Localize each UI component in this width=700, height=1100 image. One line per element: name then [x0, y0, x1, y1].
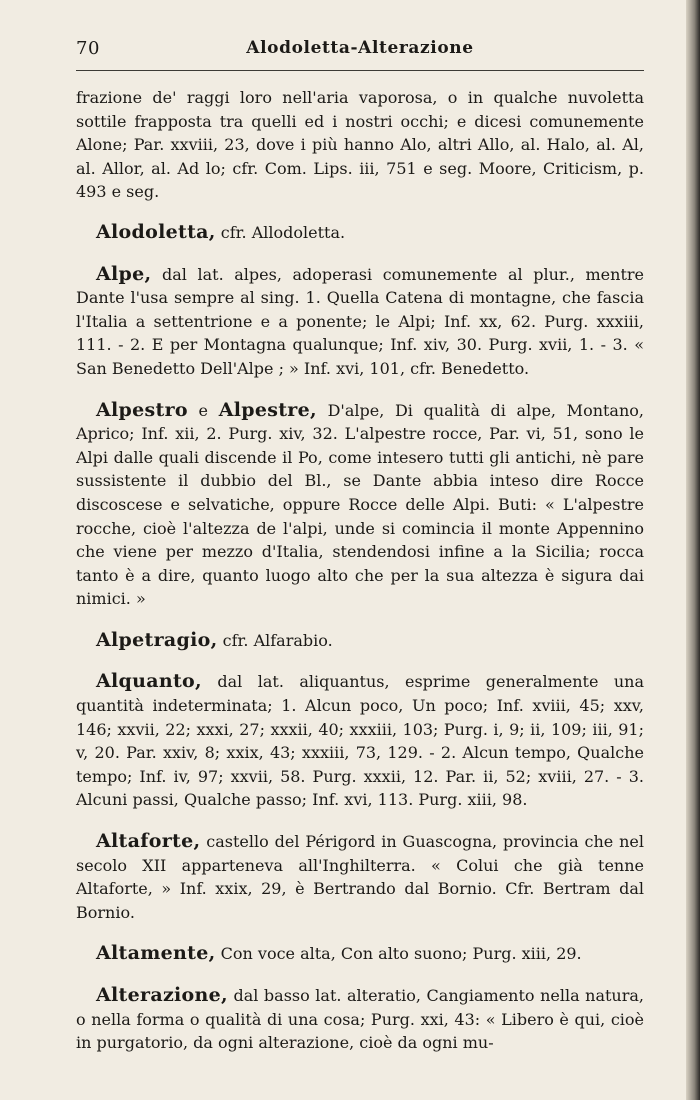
- entry-lemma: Alpestro: [96, 398, 188, 421]
- entry-lemma-alt: Alpestre,: [218, 398, 317, 421]
- entry-lemma: Alpetragio,: [96, 628, 218, 651]
- entry-text: dal basso lat. alteratio, Cangiamento nella natura, o nella forma o qualità di una cosa; Purg. xxi, 43: « Libero è qui, cioè in purgatorio, da ogni alterazione, cioè da ogni mu-: [76, 986, 644, 1053]
- entry-alpe: [76, 263, 644, 381]
- entry-text: D'alpe, Di qualità di alpe, Montano, Aprico; Inf. xii, 2. Purg. xiv, 32. L'alpestre rocce, Par. vi, 51, sono le Alpi dalle quali discende il Po, come intesero tutti gli antichi, nè pare sussistente il dubbio del Bl., se Dante abbia inteso dire Rocce discoscese e selvatiche, oppure Rocce delle Alpi. Buti: « L'alpestre rocche, cioè l'altezza de l'alpi, unde si comincia il monte Appennino che viene per mezzo d'Italia, stendendosi infine a la Sicilia; rocca tanto è a dire, quanto luogo alto che per la sua altezza è sigura dai nimici. »: [76, 400, 644, 609]
- page-body: [76, 86, 644, 1073]
- entry-text: frazione de' raggi loro nell'aria vaporosa, o in qualche nuvoletta sottile frapposta tra quelli ed i nostri occhi; e dicesi comunemente Alone; Par. xxviii, 23, dove i più hanno Alo, altri Allo, al. Halo, al. Al, al. Allor, al. Ad lo; cfr. Com. Lips. iii, 751 e seg. Moore, Criticism, p. 493 e seg.: [76, 88, 644, 202]
- entry-alpetragio: [76, 629, 644, 653]
- entry-joiner: e: [187, 400, 219, 420]
- entry-text: cfr. Alfarabio.: [217, 630, 333, 650]
- running-head: Alodoletta-Alterazione: [246, 38, 474, 58]
- entry-lemma: Alodoletta,: [96, 220, 216, 243]
- entry-altaforte: [76, 830, 644, 924]
- entry-continuation: [76, 86, 644, 204]
- entry-text: castello del Périgord in Guascogna, provincia che nel secolo XII apparteneva all'Inghilterra. « Colui che già tenne Altaforte, » Inf. xxix, 29, è Bertrando dal Bornio. Cfr. Bertram dal Bornio.: [76, 832, 644, 922]
- entry-lemma: Alterazione,: [96, 984, 228, 1006]
- entry-alquanto: [76, 670, 644, 812]
- entry-altamente: [76, 942, 644, 966]
- entry-lemma: Alpe,: [96, 262, 152, 285]
- entry-alpestro: [76, 399, 644, 611]
- entry-lemma: Altamente,: [96, 942, 216, 965]
- page-number: 70: [76, 38, 100, 59]
- entry-alterazione: [76, 984, 644, 1055]
- entry-text: dal lat. aliquantus, esprime generalmente una quantità indeterminata; 1. Alcun poco, Un poco; Inf. xviii, 45; xxv, 146; xxvii, 22; xxxi, 27; xxxii, 40; xxxiii, 103; Purg. i, 9; ii, 109; iii, 91; v, 20. Par. xxiv, 8; xxix, 43; xxxiii, 73, 129. - 2. Alcun tempo, Qualche tempo; Inf. iv, 97; xxvii, 58. Purg. xxxii, 12. Par. ii, 52; xviii, 27. - 3. Alcuni passi, Qualche passo; Inf. xvi, 113. Purg. xiii, 98.: [76, 672, 644, 810]
- entry-text: dal lat. alpes, adoperasi comunemente al plur., mentre Dante l'usa sempre al sing. 1. Quella Catena di montagne, che fascia l'Italia a settentrione e a ponente; le Alpi; Inf. xx, 62. Purg. xxxiii, 111. - 2. E per Montagna qualunque; Inf. xiv, 30. Purg. xvii, 1. - 3. « San Benedetto Dell'Alpe ; » Inf. xvi, 101, cfr. Benedetto.: [76, 264, 644, 378]
- header-rule: [76, 70, 644, 71]
- entry-lemma: Altaforte,: [96, 830, 201, 853]
- page-edge-shadow: [686, 0, 700, 1100]
- entry-text: cfr. Allodoletta.: [215, 222, 346, 242]
- entry-alodoletta: [76, 221, 644, 245]
- page-header: [76, 38, 644, 62]
- entry-lemma: Alquanto,: [96, 670, 202, 693]
- entry-text: Con voce alta, Con alto suono; Purg. xiii, 29.: [215, 944, 582, 964]
